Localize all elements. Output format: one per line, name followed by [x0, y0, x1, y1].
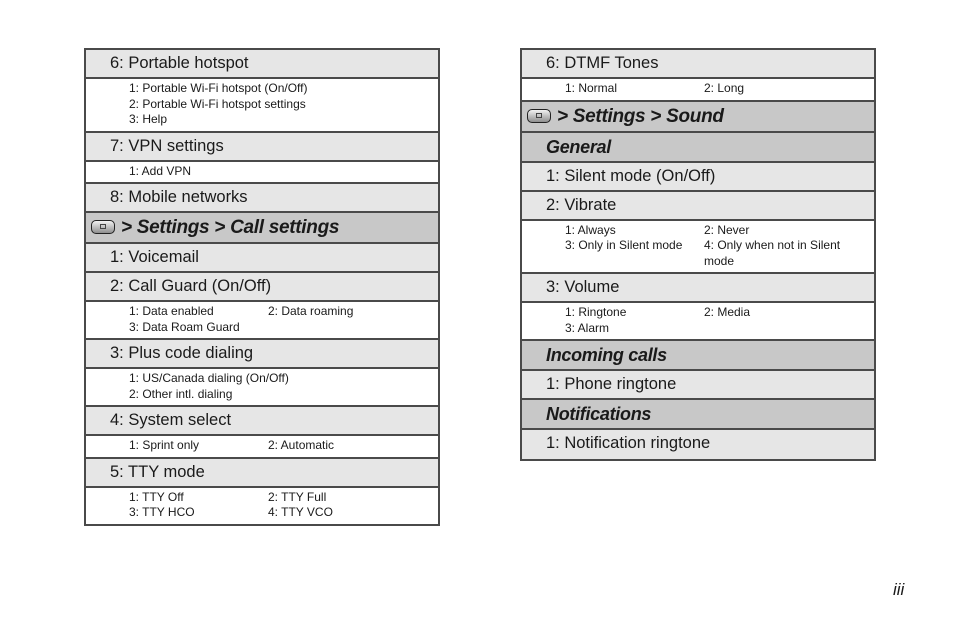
submenu-option: 1: Normal: [565, 81, 618, 95]
menu-item-8-mobile-networks: 8: Mobile networks: [86, 184, 438, 213]
submenu-option: 3: Only in Silent mode: [565, 238, 683, 252]
menu-key-icon: [91, 220, 115, 234]
menu-item-1-notification-ringtone: 1: Notification ringtone: [522, 430, 874, 459]
menu-item-3-volume: 3: Volume: [522, 274, 874, 303]
submenu-option: 1: TTY Off: [129, 489, 184, 504]
category-general: General: [522, 133, 874, 163]
category-notifications: Notifications: [522, 400, 874, 430]
submenu-option: 2: Never: [704, 222, 750, 237]
submenu-list: [86, 488, 438, 524]
submenu-list: [86, 162, 438, 185]
menu-item-3-plus-code-dialing: 3: Plus code dialing: [86, 340, 438, 369]
submenu-list: [86, 369, 438, 407]
submenu-list: [86, 302, 438, 340]
page-number: iii: [893, 580, 905, 599]
submenu-list: [86, 79, 438, 133]
submenu-list: [522, 303, 874, 341]
menu-item-1-silent-mode-on-off: 1: Silent mode (On/Off): [522, 163, 874, 192]
menu-item-1-phone-ringtone: 1: Phone ringtone: [522, 371, 874, 400]
submenu-option: 1: Sprint only: [129, 438, 200, 452]
submenu-option: 2: Portable Wi-Fi hotspot settings: [129, 96, 306, 111]
menu-key-icon: [527, 109, 551, 123]
submenu-list: [522, 221, 874, 275]
submenu-list: [86, 436, 438, 459]
menu-item-2-call-guard-on-off: 2: Call Guard (On/Off): [86, 273, 438, 302]
category-incoming-calls: Incoming calls: [522, 341, 874, 371]
menu-item-7-vpn-settings: 7: VPN settings: [86, 133, 438, 162]
submenu-option: 3: Help: [129, 112, 168, 126]
submenu-option: 3: TTY HCO: [129, 505, 195, 519]
submenu-option: 2: TTY Full: [268, 489, 327, 504]
submenu-option: 2: Long: [704, 81, 745, 95]
menu-item-2-vibrate: 2: Vibrate: [522, 192, 874, 221]
menu-item-6-dtmf-tones: 6: DTMF Tones: [522, 50, 874, 79]
submenu-option: 4: Only when not in Silent mode: [704, 238, 841, 268]
submenu-option: 1: Add VPN: [129, 163, 192, 178]
section-header: [522, 102, 874, 133]
menu-item-6-portable-hotspot: 6: Portable hotspot: [86, 50, 438, 79]
submenu-list: [522, 79, 874, 102]
submenu-option: 2: Media: [704, 305, 751, 319]
submenu-option: 2: Other intl. dialing: [129, 386, 233, 401]
submenu-option: 1: Portable Wi-Fi hotspot (On/Off): [129, 81, 308, 95]
submenu-option: 1: Data enabled: [129, 304, 214, 318]
left-menu-table: [84, 48, 440, 526]
section-header-label: > Settings > Sound: [557, 105, 724, 127]
submenu-option: 3: Alarm: [565, 320, 610, 335]
submenu-option: 4: TTY VCO: [268, 505, 333, 519]
section-header-label: > Settings > Call settings: [121, 217, 340, 238]
section-header: [86, 213, 438, 244]
right-menu-table: [520, 48, 876, 461]
submenu-option: 1: Always: [565, 222, 616, 237]
submenu-option: 2: Automatic: [268, 438, 335, 452]
submenu-option: 1: US/Canada dialing (On/Off): [129, 371, 289, 385]
submenu-option: 2: Data roaming: [268, 304, 354, 318]
submenu-option: 3: Data Roam Guard: [129, 319, 240, 334]
submenu-option: 1: Ringtone: [565, 305, 627, 319]
menu-item-1-voicemail: 1: Voicemail: [86, 244, 438, 273]
menu-item-4-system-select: 4: System select: [86, 407, 438, 436]
menu-item-5-tty-mode: 5: TTY mode: [86, 459, 438, 488]
